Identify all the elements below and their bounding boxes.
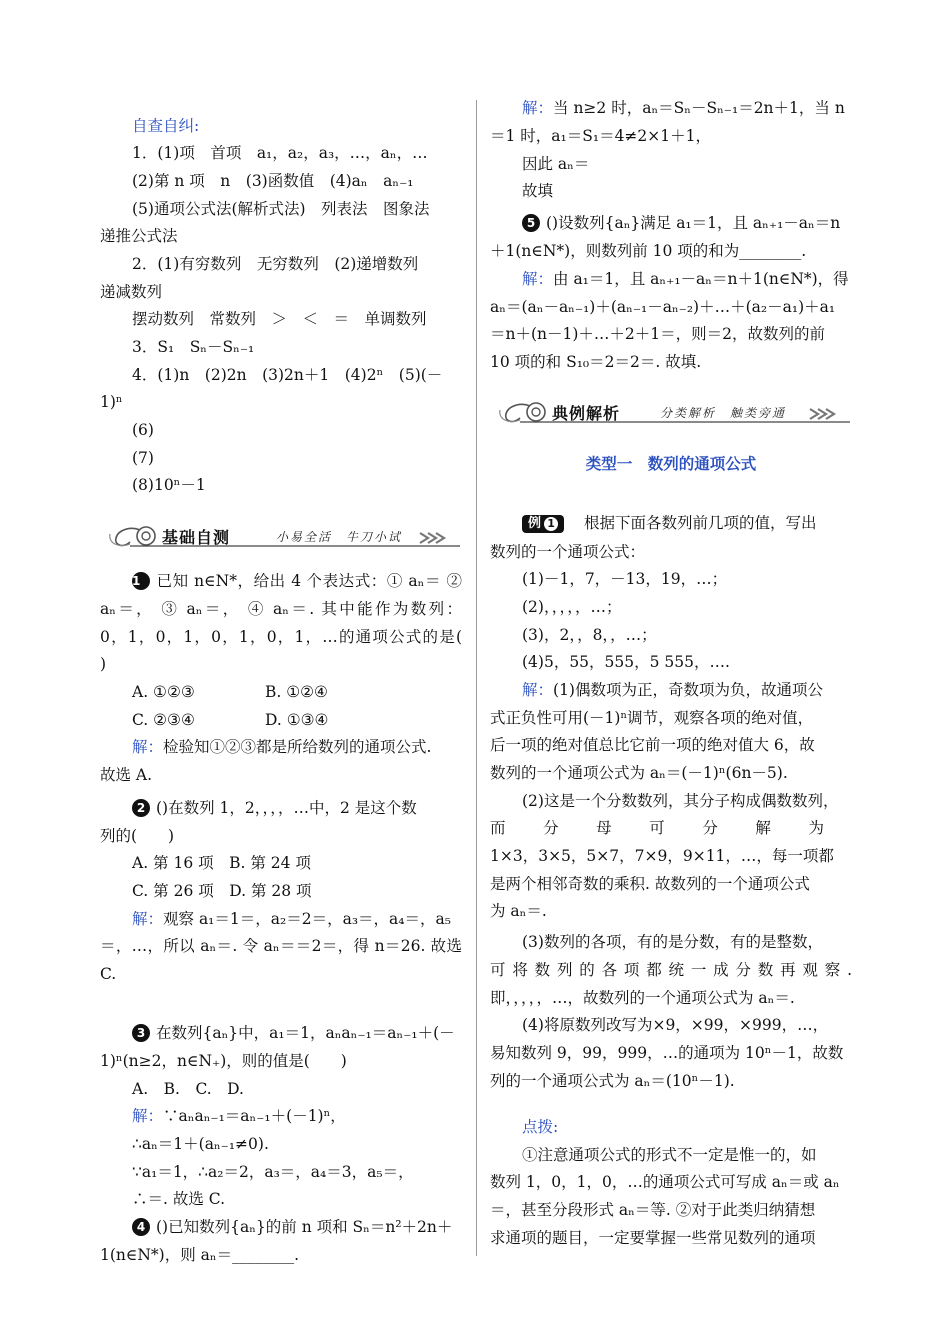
example-item: (1)－1，7，－13，19，…； (522, 570, 728, 588)
solution-line: 解：∵aₙaₙ₋₁＝aₙ₋₁＋(－1)ⁿ， (132, 1107, 346, 1125)
question-number-badge: 2 (132, 799, 150, 817)
option-line: A. B. C. D. (132, 1080, 244, 1098)
solution-line: ∵a₁＝1，∴a₂＝2，a₃＝，a₄＝3，a₅＝， (132, 1163, 414, 1181)
tip-label: 点拨: (522, 1118, 559, 1136)
self-check-line: (8)10ⁿ－1 (132, 476, 206, 494)
solution-label: 解： (132, 1107, 164, 1125)
question-line: aₙ＝， ③ aₙ＝， ④ aₙ＝. 其中能作为数列： (100, 600, 462, 618)
solution-line: 因此 aₙ＝ (522, 155, 590, 173)
tip-line: 数列 1，0，1，0，…的通项公式可写成 aₙ＝或 aₙ (490, 1173, 840, 1191)
option-a: A. ①②③ (132, 683, 195, 701)
tip-line: ＝，甚至分段形式 aₙ＝等. ②对于此类归纳猜想 (490, 1201, 816, 1219)
solution-label: 解： (132, 910, 164, 928)
solution-line: 是两个相邻奇数的乘积. 故数列的一个通项公式 (490, 875, 810, 893)
solution-line: (3)数列的各项，有的是分数，有的是整数， (522, 933, 823, 951)
self-check-line: 摆动数列 常数列 ＞ ＜ ＝ 单调数列 (132, 310, 427, 328)
solution-line: 解：当 n≥2 时，aₙ＝Sₙ－Sₙ₋₁＝2n＋1，当 n (522, 99, 845, 117)
option-line: A. 第 16 项 B. 第 24 项 (132, 854, 311, 872)
solution-line: 即，，，，，…，故数列的一个通项公式为 aₙ＝. (490, 989, 795, 1007)
question-number-badge: 1 (132, 572, 150, 590)
self-check-line: (7) (132, 449, 154, 467)
solution-line: 解：检验知①②③都是所给数列的通项公式. (132, 738, 432, 756)
solution-line: 而分母可分解为 (490, 819, 852, 837)
section-title: 典例解析 (552, 404, 621, 423)
example-item: (2)，，，，，…； (522, 598, 622, 616)
question-line: 0，1，0，1，0，1，0，1，…的通项公式的是( (100, 628, 462, 646)
example-item: (3)，2，，8，，…； (522, 626, 657, 644)
solution-line: C. (100, 965, 117, 983)
solution-line: 1×3，3×5，5×7，7×9，9×11，…，每一项都 (490, 847, 834, 865)
section-subtitle: 小易全活 牛刀小试 (276, 530, 403, 544)
example-text: 根据下面各数列前几项的值，写出 (584, 514, 817, 532)
example-number: 1 (544, 517, 558, 531)
question-line: ＋1(n∈N*)，则数列前 10 项的和为________. (490, 242, 807, 260)
self-check-line: (2)第 n 项 n (3)函数值 (4)aₙ aₙ₋₁ (132, 172, 414, 190)
section-header-examples (490, 398, 852, 428)
tip-line: 求通项的题目，一定要掌握一些常见数列的通项 (490, 1229, 816, 1247)
solution-label: 解： (522, 270, 554, 288)
solution-line: (4)将原数列改写为×9，×99，×999，…， (522, 1016, 829, 1034)
solution-line: ＝，…，所以 aₙ＝. 令 aₙ＝＝2＝，得 n＝26. 故选 (100, 937, 462, 955)
question-line: 1(n∈N*)，则 aₙ＝________. (100, 1246, 300, 1264)
question-number-badge: 3 (132, 1024, 150, 1042)
option-d: D. ①③④ (265, 711, 329, 729)
question-5 (490, 212, 852, 234)
solution-line: ∴＝. 故选 C. (132, 1190, 226, 1208)
solution-line: ＝n＋(n－1)＋…＋2＋1＝，则＝2，故数列的前 (490, 325, 826, 343)
solution-line: aₙ＝(aₙ－aₙ₋₁)＋(aₙ₋₁－aₙ₋₂)＋…＋(a₂－a₁)＋a₁ (490, 298, 836, 316)
section-subtitle: 分类解析 触类旁通 (660, 406, 787, 420)
solution-line: (2)这是一个分数数列，其分子构成偶数数列， (522, 792, 839, 810)
self-check-line: 递推公式法 (100, 227, 178, 245)
self-check-line: (6) (132, 421, 154, 439)
option-line: C. 第 26 项 D. 第 28 项 (132, 882, 312, 900)
question-line: ) (100, 655, 107, 673)
question-line: 1)ⁿ(n≥2，n∈N₊)，则的值是( ) (100, 1052, 347, 1070)
question-text: ()已知数列{aₙ}的前 n 项和 Sₙ＝n²＋2n＋ (156, 1218, 453, 1236)
solution-line: ＝1 时，a₁＝S₁＝4≠2×1＋1， (490, 127, 711, 145)
solution-line: 后一项的绝对值总比它前一项的绝对值大 6，故 (490, 736, 815, 754)
example-badge: 例 1 (522, 515, 564, 533)
self-check-line: 4．(1)n (2)2n (3)2n＋1 (4)2ⁿ (5)(－ (132, 366, 443, 384)
example-1 (490, 512, 852, 534)
solution-line: 故填 (522, 182, 554, 200)
example-line: 数列的一个通项公式： (490, 543, 646, 561)
tip-line: ①注意通项公式的形式不一定是惟一的，如 (522, 1146, 817, 1164)
solution-line: 解：观察 a₁＝1＝，a₂＝2＝，a₃＝，a₄＝，a₅ (132, 910, 451, 928)
section-title: 基础自测 (162, 528, 231, 547)
solution-label: 解： (522, 99, 554, 117)
self-check-line: 3．S₁ Sₙ－Sₙ₋₁ (132, 338, 255, 356)
solution-label: 解： (522, 681, 554, 699)
question-number-badge: 5 (522, 214, 540, 232)
column-divider (476, 100, 477, 1256)
question-1 (100, 570, 462, 592)
solution-line: 故选 A. (100, 766, 153, 784)
solution-line: 可将数列的各项都统一成分数再观察. (490, 961, 852, 979)
type-title: 类型一 数列的通项公式 (585, 455, 757, 473)
solution-line: 式正负性可用(－1)ⁿ调节，观察各项的绝对值， (490, 709, 814, 727)
self-check-line: 1．(1)项 首项 a₁，a₂，a₃，…，aₙ，… (132, 144, 428, 162)
question-text: ()在数列 1，2，，，，…中，2 是这个数 (156, 799, 417, 817)
question-4 (100, 1216, 462, 1238)
solution-line: 10 项的和 S₁₀＝2＝2＝. 故填. (490, 353, 702, 371)
example-item: (4)5，55，555，5 555，…. (522, 653, 730, 671)
solution-line: ∴aₙ＝1＋(aₙ₋₁≠0). (132, 1135, 269, 1153)
solution-label: 解： (132, 738, 164, 756)
solution-line: 列的一个通项公式为 aₙ＝(10ⁿ－1). (490, 1072, 735, 1090)
solution-line: 易知数列 9，99，999，…的通项为 10ⁿ－1，故数 (490, 1044, 844, 1062)
section-header-basic (100, 522, 462, 552)
question-text: 已知 n∈N*，给出 4 个表达式：① aₙ＝ ② (156, 572, 462, 590)
question-2 (100, 797, 462, 819)
self-check-line: 1)ⁿ (100, 393, 123, 411)
question-number-badge: 4 (132, 1218, 150, 1236)
solution-line: 解：(1)偶数项为正，奇数项为负，故通项公 (522, 681, 823, 699)
self-check-line: 递减数列 (100, 283, 163, 301)
question-line: 列的( ) (100, 827, 175, 845)
solution-line: 解：由 a₁＝1，且 aₙ₊₁－aₙ＝n＋1(n∈N*)，得 (522, 270, 849, 288)
question-text: 在数列{aₙ}中，a₁＝1，aₙaₙ₋₁＝aₙ₋₁＋(－ (156, 1024, 455, 1042)
self-check-title: 自查自纠: (132, 117, 200, 135)
question-text: ()设数列{aₙ}满足 a₁＝1，且 aₙ₊₁－aₙ＝n (546, 214, 841, 232)
option-c: C. ②③④ (132, 711, 195, 729)
self-check-line: 2．(1)有穷数列 无穷数列 (2)递增数列 (132, 255, 419, 273)
solution-line: 为 aₙ＝. (490, 902, 547, 920)
question-3 (100, 1022, 462, 1044)
solution-line: 数列的一个通项公式为 aₙ＝(－1)ⁿ(6n－5). (490, 764, 788, 782)
self-check-line: (5)通项公式法(解析式法) 列表法 图象法 (132, 200, 430, 218)
option-b: B. ①②④ (265, 683, 328, 701)
